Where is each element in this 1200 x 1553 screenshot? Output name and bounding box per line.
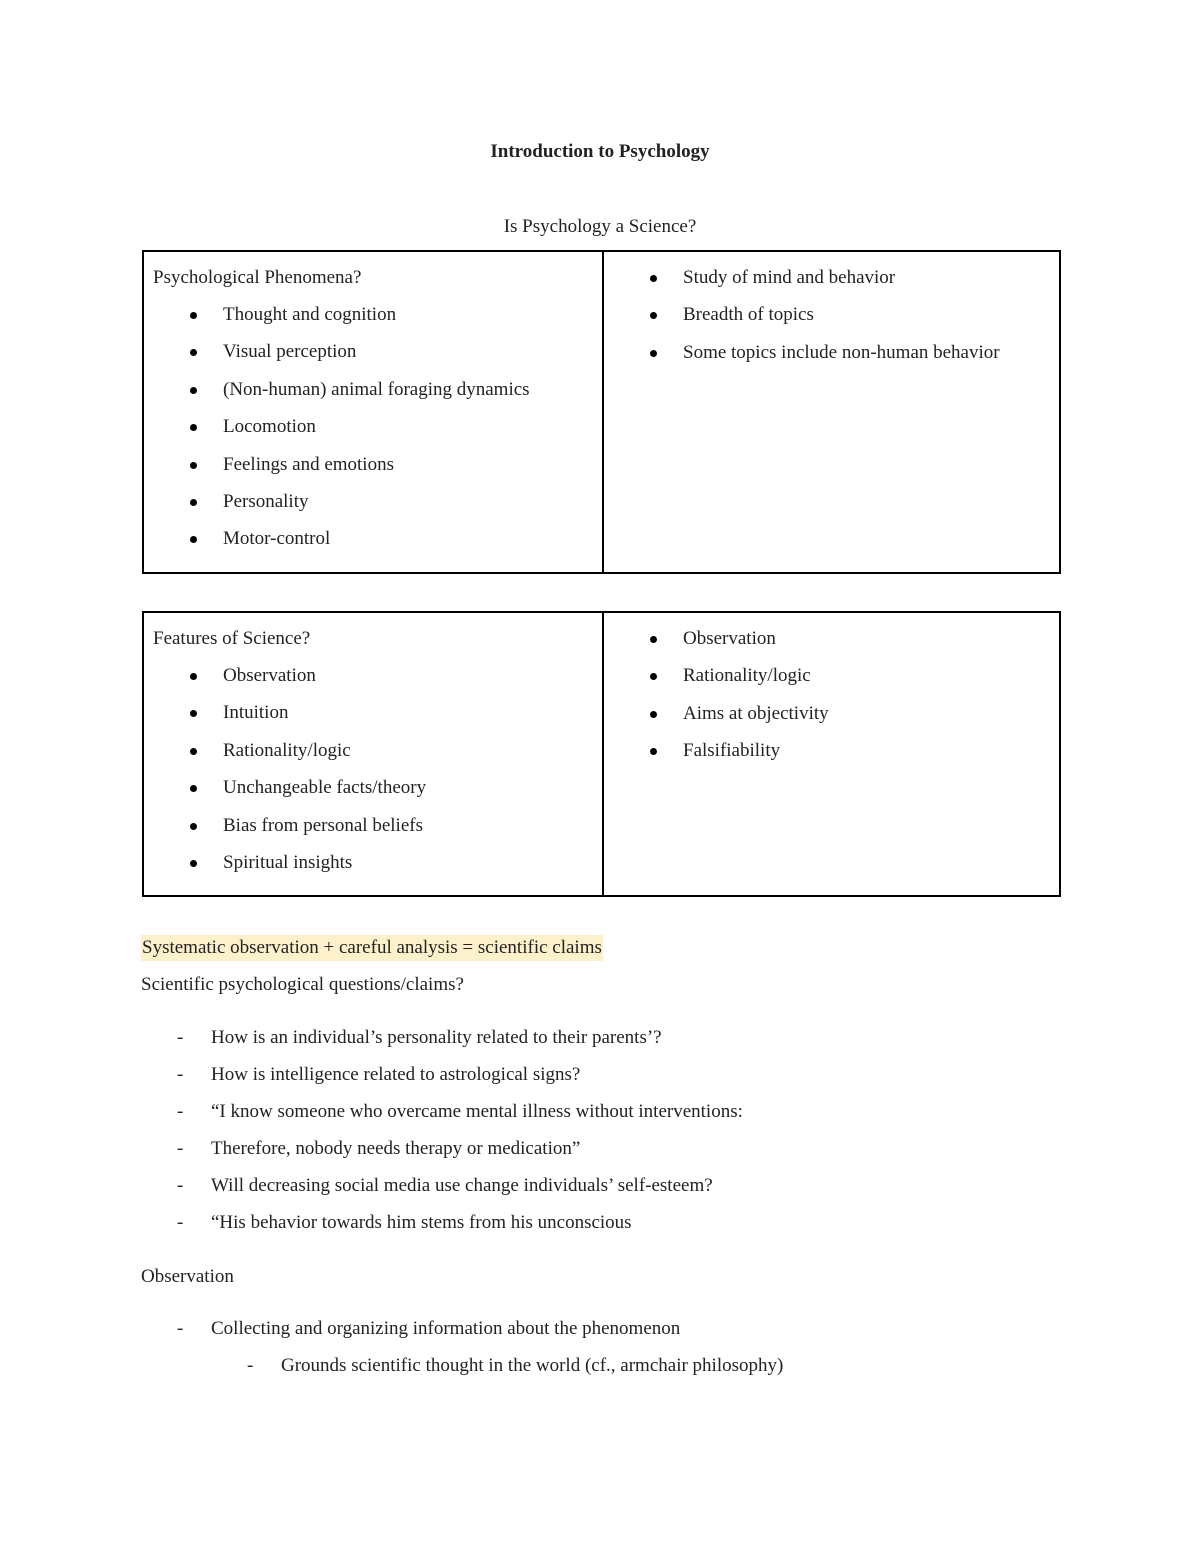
bullet-icon: [190, 673, 197, 680]
list-item: Rationality/logic: [144, 739, 602, 776]
list-item: Observation: [604, 627, 1059, 664]
features-right-list: [604, 613, 1059, 777]
highlighted-equation: Systematic observation + careful analysis = scientific claims: [141, 935, 603, 961]
list-item: - How is intelligence related to astrological signs?: [177, 1064, 581, 1085]
bullet-icon: [650, 350, 657, 357]
observation-sub-list: [211, 1354, 1061, 1391]
list-item: Aims at objectivity: [604, 702, 1059, 739]
page-title: Introduction to Psychology: [490, 141, 710, 162]
dash-marker: -: [177, 1027, 184, 1048]
list-item: Personality: [144, 490, 602, 527]
list-item: Locomotion: [144, 415, 602, 452]
list-item: Breadth of topics: [604, 303, 1059, 340]
list-item: - Collecting and organizing information about the phenomenon: [177, 1318, 681, 1339]
observation-list: [141, 1317, 1041, 1354]
list-item: Falsifiability: [604, 739, 1059, 776]
observation-heading: Observation: [141, 1266, 234, 1287]
phenomena-right-list: [604, 252, 1059, 378]
bullet-icon: [190, 424, 197, 431]
bullet-icon: [650, 275, 657, 282]
phenomena-heading: Psychological Phenomena?: [153, 267, 362, 288]
bullet-icon: [650, 711, 657, 718]
bullet-icon: [190, 823, 197, 830]
list-item: Observation: [144, 664, 602, 701]
list-item: (Non-human) animal foraging dynamics: [144, 378, 602, 415]
features-right-cell: [603, 612, 1060, 896]
list-item: Thought and cognition: [144, 303, 602, 340]
bullet-icon: [190, 785, 197, 792]
bullet-icon: [190, 499, 197, 506]
bullet-icon: [190, 462, 197, 469]
phenomena-left-cell: [143, 251, 603, 573]
claims-list: [141, 1026, 1041, 1248]
bullet-icon: [190, 536, 197, 543]
list-item: - Grounds scientific thought in the world (cf., armchair philosophy): [247, 1355, 784, 1376]
list-item: Spiritual insights: [144, 851, 602, 888]
list-item: - How is an individual’s personality related to their parents’?: [177, 1027, 662, 1048]
phenomena-left-list: [144, 290, 602, 565]
list-item: Intuition: [144, 701, 602, 738]
phenomena-table: [142, 250, 1061, 574]
list-item: Feelings and emotions: [144, 453, 602, 490]
bullet-icon: [650, 673, 657, 680]
dash-marker: -: [177, 1318, 184, 1339]
claims-heading: Scientific psychological questions/claims?: [141, 974, 464, 995]
list-item: Some topics include non-human behavior: [604, 341, 1059, 378]
science-features-table: [142, 611, 1061, 897]
dash-marker: -: [177, 1212, 184, 1233]
bullet-icon: [650, 312, 657, 319]
bullet-icon: [650, 636, 657, 643]
bullet-icon: [190, 312, 197, 319]
list-item: Rationality/logic: [604, 664, 1059, 701]
dash-marker: -: [247, 1355, 254, 1376]
features-heading: Features of Science?: [153, 628, 311, 649]
bullet-icon: [190, 387, 197, 394]
list-item: Visual perception: [144, 340, 602, 377]
bullet-icon: [650, 748, 657, 755]
phenomena-right-cell: [603, 251, 1060, 573]
list-item: - “His behavior towards him stems from his unconscious: [177, 1212, 632, 1233]
dash-marker: -: [177, 1175, 184, 1196]
list-item: Bias from personal beliefs: [144, 814, 602, 851]
features-left-cell: [143, 612, 603, 896]
bullet-icon: [190, 748, 197, 755]
list-item: - Will decreasing social media use change individuals’ self-esteem?: [177, 1175, 713, 1196]
list-item: Motor-control: [144, 527, 602, 564]
page-subtitle: Is Psychology a Science?: [503, 216, 697, 237]
dash-marker: -: [177, 1101, 184, 1122]
bullet-icon: [190, 710, 197, 717]
list-item: Study of mind and behavior: [604, 266, 1059, 303]
dash-marker: -: [177, 1138, 184, 1159]
bullet-icon: [190, 860, 197, 867]
list-item: - Therefore, nobody needs therapy or medication”: [177, 1138, 581, 1159]
list-item: - “I know someone who overcame mental illness without interventions:: [177, 1101, 743, 1122]
dash-marker: -: [177, 1064, 184, 1085]
features-left-list: [144, 651, 602, 888]
list-item: Unchangeable facts/theory: [144, 776, 602, 813]
bullet-icon: [190, 349, 197, 356]
